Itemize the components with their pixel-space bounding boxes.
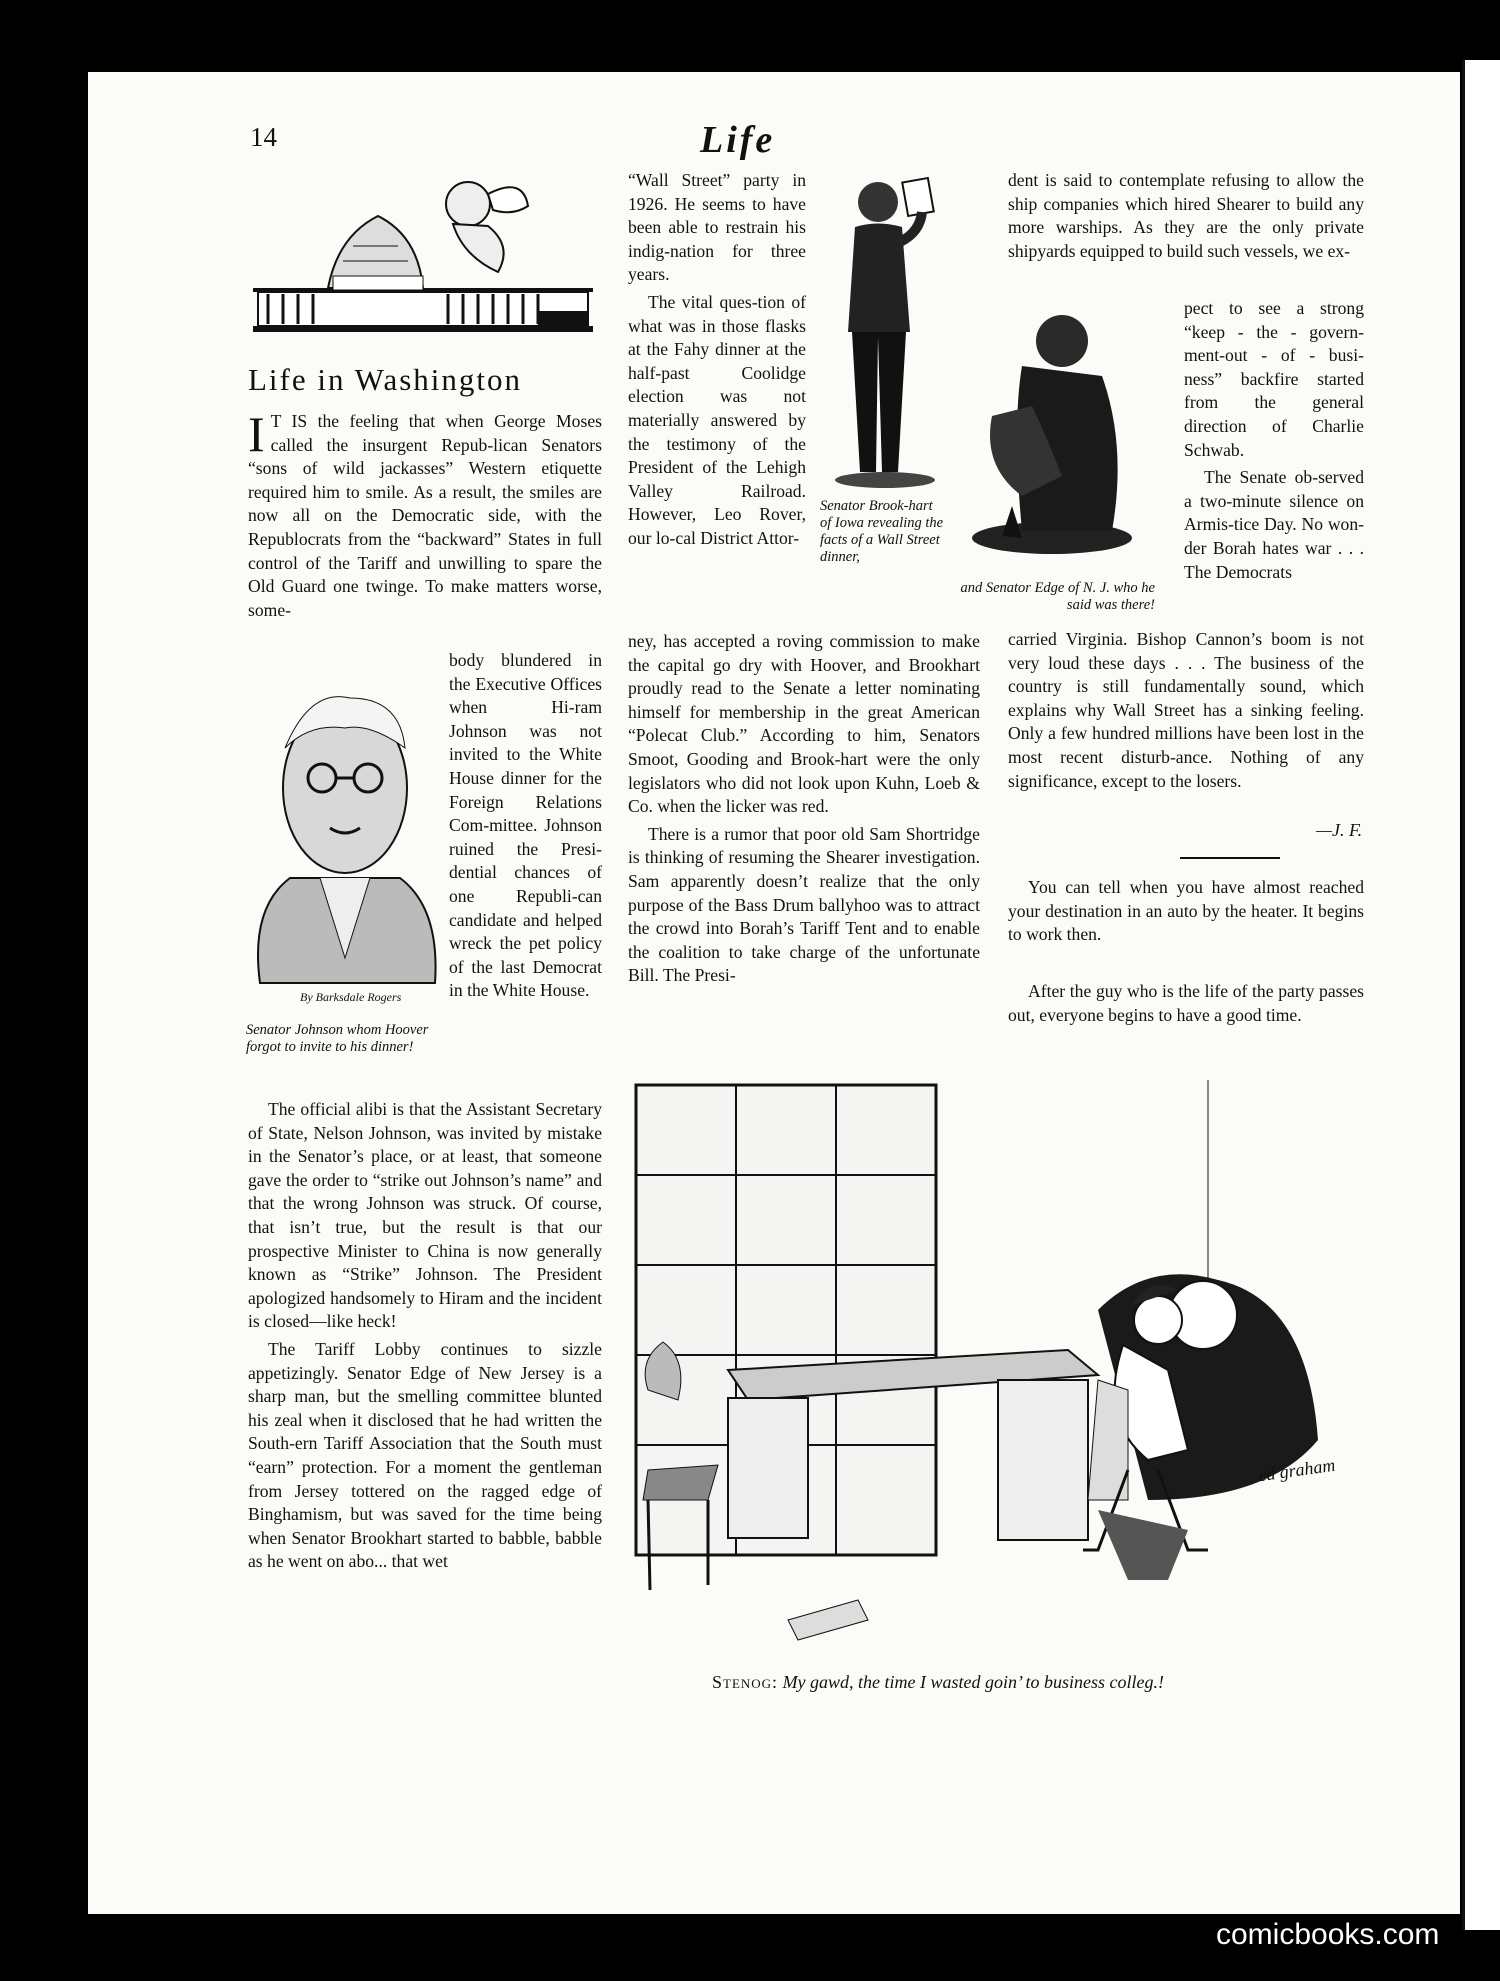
page-number: 14 (250, 122, 277, 152)
site-watermark: comicbooks.com (1216, 1918, 1440, 1951)
col1-paragraph-3: The Tariff Lobby continues to sizzle appetizingly. Senator Edge of New Jersey is a sharp man, but the smelling committee blunted his zeal when it disclosed that he had written the South-ern Tariff Association that the South must “earn” protection. For a moment the gentleman from Jersey tottered on the ragged edge of Binghamism, but was saved for the time being when Senator Brookhart started to babble, babble as he went on abo... that wet (248, 1338, 602, 1572)
capitol-cherub-illustration (248, 176, 598, 346)
masthead: Life (700, 119, 776, 161)
col3-paragraph-2b: carried Virginia. Bishop Cannon’s boom is not very loud these days . . . The business of the country is still fundamentally sound, which explains why Wall Street has a sinking feeling. Only a few hundred millions have been lost in the most recent disturb-ance. Nothing of any significance, except to the losers. (1008, 629, 1364, 791)
column-3-mid (1184, 297, 1364, 588)
edge-figure (962, 306, 1162, 556)
joke-heater (1008, 876, 1364, 951)
column-2-top (628, 169, 806, 555)
brookhart-figure (830, 172, 950, 492)
caption-speaker: Stenog: (712, 1672, 779, 1692)
article-headline: Life in Washington (248, 362, 523, 397)
joke-1: You can tell when you have almost reached your destination in an auto by the heater. It begins to work then. (1008, 877, 1364, 945)
col2-paragraph-3: There is a rumor that poor old Sam Shortridge is thinking of resuming the Shearer investigation. Sam apparently doesn’t realize that the only purpose of the Bass Drum ballyhoo was to attract the crowd into Borah’s Tariff Tent and to enable the coalition to take charge of the unfortunate Bill. The Presi- (628, 823, 980, 986)
col3-paragraph-1b: pect to see a strong “keep - the - govern-ment-out - of - busi-ness” backfire started from the general direction of Charlie Schwab. (1184, 298, 1364, 460)
brookhart-caption: Senator Brook-hart of Iowa revealing the facts of a Wall Street dinner, (820, 498, 944, 565)
col3-paragraph-1a: dent is said to contemplate refusing to allow the ship companies which hired Shearer to build any more warships. As they are the only private shipyards equipped to build such vessels, we ex- (1008, 170, 1364, 261)
joke-life-of-party (1008, 980, 1364, 1031)
johnson-caption: Senator Johnson whom Hoover forgot to invite to his dinner! (246, 1022, 429, 1055)
joke-2: After the guy who is the life of the party passes out, everyone begins to have a good time. (1008, 981, 1364, 1025)
caption-quote: My gawd, the time I wasted goin’ to business colleg.! (782, 1672, 1165, 1692)
cartoon-caption (712, 1672, 1164, 1693)
portrait-credit: By Barksdale Rogers (300, 990, 402, 1004)
column-1-top (248, 406, 602, 622)
dropcap: I (248, 406, 265, 462)
column-3-bottom (1008, 628, 1364, 797)
next-page-edge (1462, 60, 1500, 1930)
col1-paragraph-1a: T IS the feeling that when George Moses called the insurgent Repub-lican Senators “sons of wild jackasses” Western etiquette required him to smile. As a result, the smiles are now all on the Democratic side, with the Republocrats from the “backward” States in full control of the Tariff and unwilling to spare the Old Guard one twinge. To make matters worse, some- (248, 411, 602, 620)
col1-paragraph-2: The official alibi is that the Assistant Secretary of State, Nelson Johnson, was invited by mistake in the Senator’s place, or at least, that someone gave the order to “strike out Johnson’s name” and that the wrong Johnson was struck. Of course, that isn’t true, but the result is that our prospective Minister to China is now generally known as “Strike” Johnson. The President apologized handsomely to Hiram and the incident is closed—like heck! (248, 1099, 602, 1332)
col2-paragraph-1: “Wall Street” party in 1926. He seems to have been able to restrain his indig-nation for three years. (628, 170, 806, 285)
col1-paragraph-1b: body blundered in the Executive Offices when Hi-ram Johnson was not invited to the White House dinner for the Foreign Relations Com-mittee. Johnson ruined the Presi-dential chances of one Republi-can candidate and helped wreck the pet policy of the last Democrat in the White House. (449, 650, 602, 1001)
column-1-bottom (248, 1098, 602, 1578)
column-2-bottom (628, 630, 980, 992)
col2-paragraph-2b: ney, has accepted a roving commission to make the capital go dry with Hoover, and Brookhart proudly read to the Senate a letter nominating himself for membership in the great American “Polecat Club.” According to him, Senators Smoot, Gooding and Brook-hart were the only legislators who did not look upon Kuhn, Loeb & Co. when the licker was red. (628, 631, 980, 817)
col2-paragraph-2a: The vital ques-tion of what was in those flasks at the Fahy dinner at the half-past Coolidge election was not materially answered by the testimony of the President of the Lehigh Valley Railroad. However, Leo Rover, our lo-cal District Attor- (628, 291, 806, 548)
johnson-portrait (250, 668, 440, 986)
author-signature: —J. F. (1316, 820, 1363, 840)
col3-paragraph-2a: The Senate ob-served a two-minute silence on Armis-tice Day. No won-der Borah hates war . . . The Democrats (1184, 467, 1364, 582)
stenog-cartoon (628, 1080, 1368, 1660)
edge-caption: and Senator Edge of N. J. who he said was there! (960, 580, 1155, 613)
cartoonist-signature: ed graham (1256, 1454, 1337, 1486)
section-divider (1180, 857, 1280, 859)
